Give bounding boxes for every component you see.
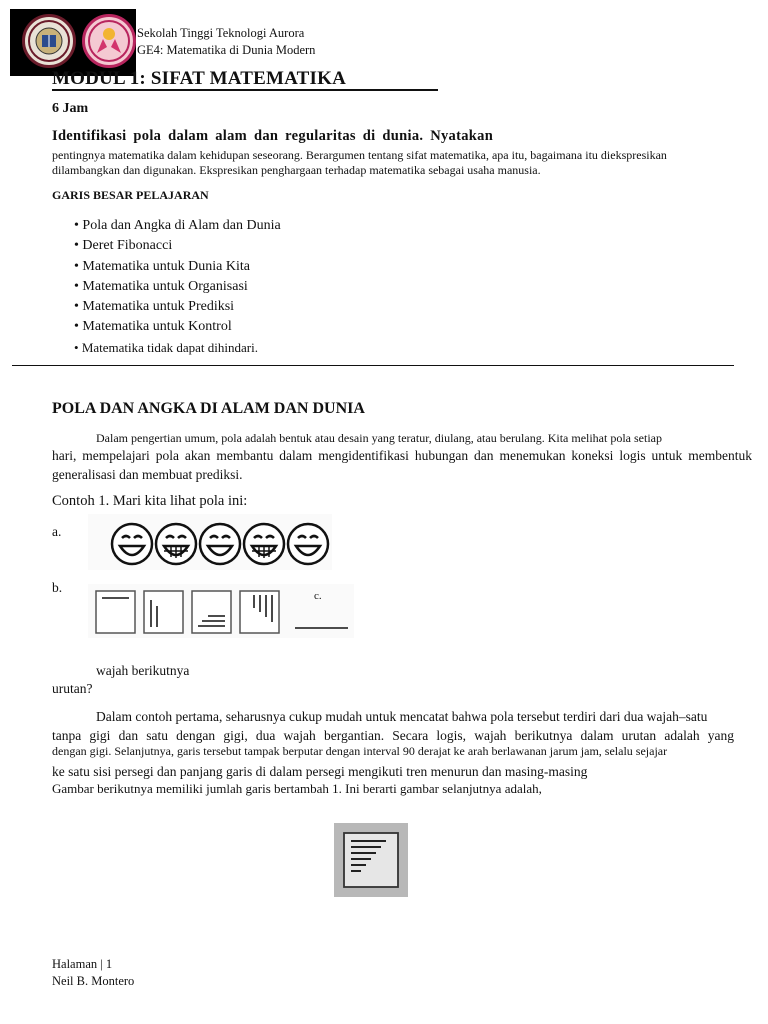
pattern-box-3 bbox=[192, 591, 231, 633]
faces-figure bbox=[88, 514, 332, 570]
course-name: GE4: Matematika di Dunia Modern bbox=[137, 43, 316, 57]
question-line-2: urutan? bbox=[52, 681, 93, 696]
author-name: Neil B. Montero bbox=[52, 974, 135, 988]
outline-item: • Matematika untuk Kontrol bbox=[74, 317, 281, 337]
paragraph-1-line-2: hari, mempelajari pola akan membantu dalam mengidentifikasi hubungan dan menemukan koneksi logis untuk membentuk bbox=[52, 448, 752, 463]
hands-emblem-icon bbox=[82, 14, 136, 68]
smile-face-icon bbox=[112, 524, 152, 564]
paragraph-1-line-3: generalisasi dan membuat prediksi. bbox=[52, 467, 243, 482]
module-title: MODUL 1: SIFAT MATEMATIKA bbox=[52, 68, 347, 89]
label-c: c. bbox=[314, 590, 322, 602]
header-logos bbox=[10, 9, 136, 76]
section-title: POLA DAN ANGKA DI ALAM DAN DUNIA bbox=[52, 400, 365, 417]
paragraph-2-line-5: Gambar berikutnya memiliki jumlah garis bertambah 1. Ini berarti gambar selanjutnya adalah, bbox=[52, 781, 542, 796]
paragraph-2-line-2: tanpa gigi dan satu dengan gigi, dua wajah bergantian. Secara logis, wajah berikutnya dalam urutan adalah yang bbox=[52, 728, 734, 743]
school-seal-icon bbox=[22, 14, 76, 68]
grin-face-icon bbox=[244, 524, 284, 564]
outline-heading: GARIS BESAR PELAJARAN bbox=[52, 188, 209, 202]
question-line-1: wajah berikutnya bbox=[96, 663, 190, 678]
label-b: b. bbox=[52, 580, 63, 595]
paragraph-2-line-1: Dalam contoh pertama, seharusnya cukup mudah untuk mencatat bahwa pola tersebut terdiri dari dua wajah–satu bbox=[96, 709, 708, 724]
answer-figure bbox=[334, 823, 408, 897]
page-number: Halaman | 1 bbox=[52, 957, 113, 971]
paragraph-2-line-3: dengan gigi. Selanjutnya, garis tersebut tampak berputar dengan interval 90 derajat ke arah berlawanan jarum jam, selalu sejajar bbox=[52, 744, 668, 758]
paragraph-2-line-4: ke satu sisi persegi dan panjang garis di dalam persegi mengikuti tren menurun dan masing-masing bbox=[52, 764, 588, 779]
smile-face-icon bbox=[288, 524, 328, 564]
duration: 6 Jam bbox=[52, 101, 89, 116]
objective-heading: Identifikasi pola dalam alam dan regularitas di dunia. Nyatakan bbox=[52, 128, 494, 144]
outline-item: • Pola dan Angka di Alam dan Dunia bbox=[74, 216, 281, 236]
pattern-box-2 bbox=[144, 591, 183, 633]
outline-list bbox=[74, 216, 281, 358]
institution-name: Sekolah Tinggi Teknologi Aurora bbox=[137, 26, 305, 40]
title-underline bbox=[52, 89, 438, 91]
outline-item: • Deret Fibonacci bbox=[74, 236, 281, 256]
section-divider bbox=[12, 365, 734, 366]
pattern-box-4 bbox=[240, 591, 279, 633]
outline-item: • Matematika untuk Prediksi bbox=[74, 297, 281, 317]
outline-item: • Matematika untuk Dunia Kita bbox=[74, 257, 281, 277]
objective-line-2: pentingnya matematika dalam kehidupan seseorang. Berargumen tentang sifat matematika, apa itu, bagaimana itu diekspresikan bbox=[52, 148, 667, 162]
grin-face-icon bbox=[156, 524, 196, 564]
example-label: Contoh 1. Mari kita lihat pola ini: bbox=[52, 493, 248, 509]
outline-item: • Matematika untuk Organisasi bbox=[74, 277, 281, 297]
smile-face-icon bbox=[200, 524, 240, 564]
objective-line-3: dilambangkan dan digunakan. Ekspresikan penghargaan terhadap matematika sebagai usaha manusia. bbox=[52, 163, 541, 177]
pattern-box-1 bbox=[96, 591, 135, 633]
label-a: a. bbox=[52, 524, 62, 539]
outline-item: • Matematika tidak dapat dihindari. bbox=[74, 338, 281, 358]
paragraph-1-line-1: Dalam pengertian umum, pola adalah bentuk atau desain yang teratur, diulang, atau berulang. Kita melihat pola setiap bbox=[96, 431, 662, 445]
